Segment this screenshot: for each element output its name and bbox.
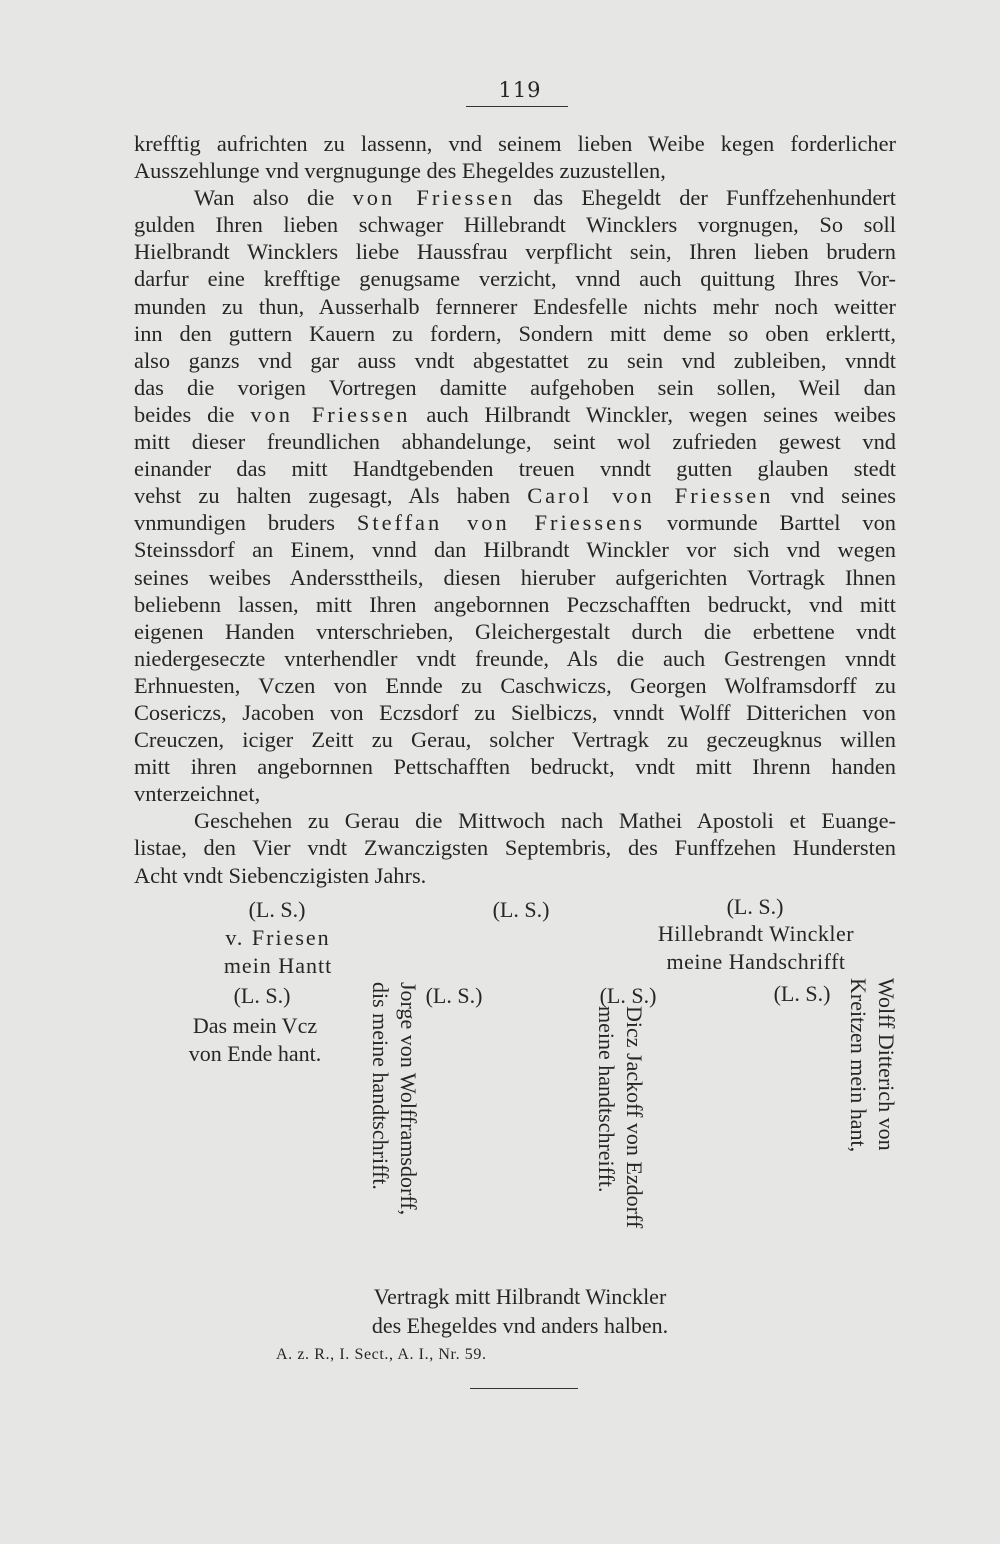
text-line: listae, den Vier vndt Zwanczigsten Septembris, des Funffzehen Hundersten	[134, 835, 896, 861]
text-line: beides die von Friessen auch Hilbrandt Winckler, wegen seines weibes	[134, 401, 896, 427]
signature-line: meine handtschreifft.	[594, 1006, 619, 1193]
seal-jorge: (L. S.)	[425, 983, 483, 1008]
text-line: darfur eine krefftige genugsame verzicht, vnnd auch quittung Ihres Vor-	[134, 266, 896, 292]
signature-line: meine Handschrifft	[666, 949, 846, 974]
text-line: Acht vndt Siebenczigisten Jahrs.	[134, 862, 427, 888]
text-line: also ganzs vnd gar auss vndt abgestattet zu sein vnd zubleiben, vnndt	[134, 347, 896, 373]
text-line: Hielbrandt Wincklers liebe Haussfrau verpflicht sein, Ihren lieben brudern	[134, 239, 896, 265]
seal-jackoff: (L. S.)	[599, 983, 657, 1008]
header-rule	[466, 106, 568, 107]
seal-middle: (L. S.)	[492, 897, 550, 922]
signature-winckler	[636, 920, 876, 976]
seal-winckler: (L. S.)	[726, 894, 784, 919]
signature-line: Hillebrandt Winckler	[657, 921, 855, 946]
page-number: 119	[498, 78, 542, 102]
text-line: vnmundigen bruders Steffan von Friessens vormunde Barttel von	[134, 510, 896, 536]
archive-reference: A. z. R., I. Sect., A. I., Nr. 59.	[276, 1346, 487, 1363]
text-line: Creuczen, iciger Zeitt zu Gerau, solcher Vertragk zu geczeugknus willen	[134, 727, 896, 753]
text-line: eigenen Handen vnterschrieben, Gleichergestalt durch die erbettene vndt	[134, 618, 896, 644]
text-line: Geschehen zu Gerau die Mittwoch nach Mathei Apostoli et Euange-	[194, 808, 896, 834]
text-line: vehst zu halten zugesagt, Als haben Carol von Friessen vnd seines	[134, 483, 896, 509]
text-line: inn den guttern Kauern zu fordern, Sondern mitt deme so oben erklertt,	[134, 320, 896, 346]
text-line: vnterzeichnet,	[134, 781, 261, 807]
signature-jackoff	[592, 1006, 648, 1256]
signature-jorge	[366, 982, 422, 1252]
text-line: Erhnuesten, Vczen von Ennde zu Caschwiczs, Georgen Wolframsdorff zu	[134, 672, 896, 698]
text-line: Steinssdorf an Einem, vnnd dan Hilbrandt Winckler vor sich vnd wegen	[134, 537, 896, 563]
seal-friesen: (L. S.)	[248, 897, 306, 922]
signature-line: Jorge von Wolfframsdorff,	[396, 982, 421, 1216]
text-line: krefftig aufrichten zu lassenn, vnd seinem lieben Weibe kegen forderlicher	[134, 131, 896, 156]
text-line: Cosericzs, Jacoben von Eczsdorf zu Sielbiczs, vnndt Wolff Ditterichen von	[134, 699, 896, 725]
signature-line: Wolff Ditterich von	[874, 978, 899, 1151]
signature-line: Dicz Jackoff von Ezdorff	[622, 1006, 647, 1229]
seal-wolff: (L. S.)	[773, 981, 831, 1006]
signature-line: von Ende hant.	[188, 1041, 322, 1066]
signature-friesen	[198, 924, 358, 980]
signature-line: dis meine handtschrifft.	[368, 982, 393, 1190]
text-line: gulden Ihren lieben schwager Hillebrandt Wincklers vorgnugen, So soll	[134, 212, 896, 238]
signature-line: Kreitzen mein hant,	[846, 978, 871, 1153]
text-line: einander das mitt Handtgebenden treuen vnndt gutten glauben stedt	[134, 456, 896, 482]
endorsement-line: des Ehegeldes vnd anders halben.	[371, 1313, 669, 1338]
signature-line: mein Hantt	[223, 953, 333, 978]
footer-rule	[470, 1388, 578, 1389]
document-endorsement	[300, 1282, 740, 1340]
text-line: seines weibes Anderssttheils, diesen hieruber aufgerichten Vortragk Ihnen	[134, 564, 896, 590]
signature-ende	[160, 1012, 350, 1068]
text-line: das die vorigen Vortregen damitte aufgehoben sein sollen, Weil dan	[134, 374, 896, 400]
text-line: beliebenn lassen, mitt Ihren angebornnen Peczschafften bedruckt, vnd mitt	[134, 591, 896, 617]
seal-ende: (L. S.)	[233, 983, 291, 1008]
text-line: mitt ihren angebornnen Pettschafften bedruckt, vndt mitt Ihrenn handen	[134, 754, 896, 780]
signature-wolff	[844, 978, 900, 1188]
text-line: Ausszehlunge vnd vergnugunge des Ehegeldes zuzustellen,	[134, 158, 666, 184]
text-line: niedergeseczte vnterhendler vndt freunde, Als die auch Gestrengen vnndt	[134, 645, 896, 671]
text-line: Wan also die von Friessen das Ehegeldt der Funffzehenhundert	[194, 185, 896, 211]
text-line: mitt dieser freundlichen abhandelunge, seint wol zufrieden gewest vnd	[134, 429, 896, 455]
endorsement-line: Vertragk mitt Hilbrandt Winckler	[373, 1284, 667, 1309]
signature-line: v. Friesen	[225, 925, 331, 950]
text-line: munden zu thun, Ausserhalb fernnerer Endesfelle nichts mehr noch weitter	[134, 293, 896, 319]
signature-line: Das mein Vcz	[192, 1013, 318, 1038]
document-body	[134, 130, 896, 889]
